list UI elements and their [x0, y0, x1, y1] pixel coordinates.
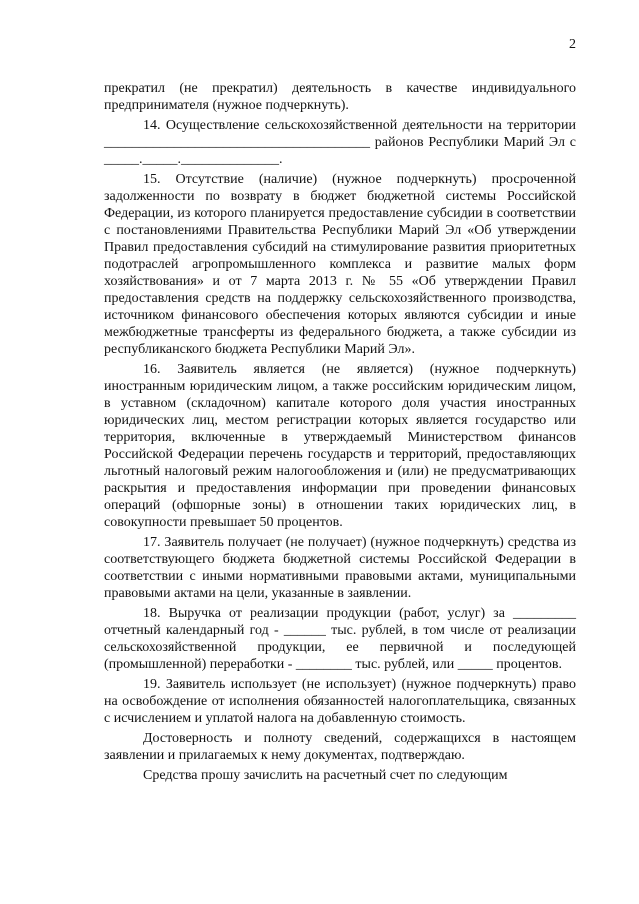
paragraph-continuation: прекратил (не прекратил) деятельность в качестве индивидуального предпринимателя (нужное подчеркнуть). [104, 81, 576, 113]
paragraph-item-18: 18. Выручка от реализации продукции (работ, услуг) за _________ отчетный календарный год - ______ тыс. рублей, в том числе от реализации сельскохозяйственной продукции, ее первичной и последующей (промышленной) переработки - ________ тыс. рублей, или _____ процентов. [104, 606, 576, 672]
paragraph-item-16: 16. Заявитель является (не является) (нужное подчеркнуть) иностранным юридическим лицом, а также российским юридическим лицом, в уставном (складочном) капитале которого доля участия иностранных юридических лиц, местом регистрации которых является государство или территория, включенные в утверждаемый Министерством финансов Российской Федерации перечень государств и территорий, предоставляющих льготный налоговый режим налогообложения и (или) не предусматривающих раскрытия и предоставления информации при проведении финансовых операций (офшорные зоны) в отношении таких юридических лиц, в совокупности превышает 50 процентов. [104, 362, 576, 530]
paragraph-item-14: 14. Осуществление сельскохозяйственной деятельности на территории ______________________________________ районов Республики Марий Эл с _____._____.______________. [104, 118, 576, 167]
paragraph-bank-account: Средства прошу зачислить на расчетный счет по следующим [143, 768, 508, 783]
page-number: 2 [569, 37, 576, 52]
paragraph-item-15: 15. Отсутствие (наличие) (нужное подчеркнуть) просроченной задолженности по возврату в бюджет бюджетной системы Российской Федерации, из которого планируется предоставление субсидии в соответствии с постановлениями Правительства Республики Марий Эл «Об утверждении Правил предоставления субсидий на стимулирование развития приоритетных подотраслей агропромышленного комплекса и развитие малых форм хозяйствования» и от 7 марта 2013 г. № 55 «Об утверждении Правил предоставления средств на поддержку сельскохозяйственного производства, источником финансового обеспечения которых являются субсидии и иные межбюджетные трансферты из федерального бюджета, а также субсидии из республиканского бюджета Республики Марий Эл». [104, 172, 576, 357]
paragraph-item-17: 17. Заявитель получает (не получает) (нужное подчеркнуть) средства из соответствующего бюджета бюджетной системы Российской Федерации в соответствии с иными нормативными правовыми актами, муниципальными правовыми актами на цели, указанные в заявлении. [104, 535, 576, 601]
paragraph-item-19: 19. Заявитель использует (не использует) (нужное подчеркнуть) право на освобождение от исполнения обязанностей налогоплательщика, связанных с исчислением и уплатой налога на добавленную стоимость. [104, 677, 576, 726]
paragraph-confirmation: Достоверность и полноту сведений, содержащихся в настоящем заявлении и прилагаемых к нему документах, подтверждаю. [104, 731, 576, 763]
document-body [104, 80, 576, 784]
